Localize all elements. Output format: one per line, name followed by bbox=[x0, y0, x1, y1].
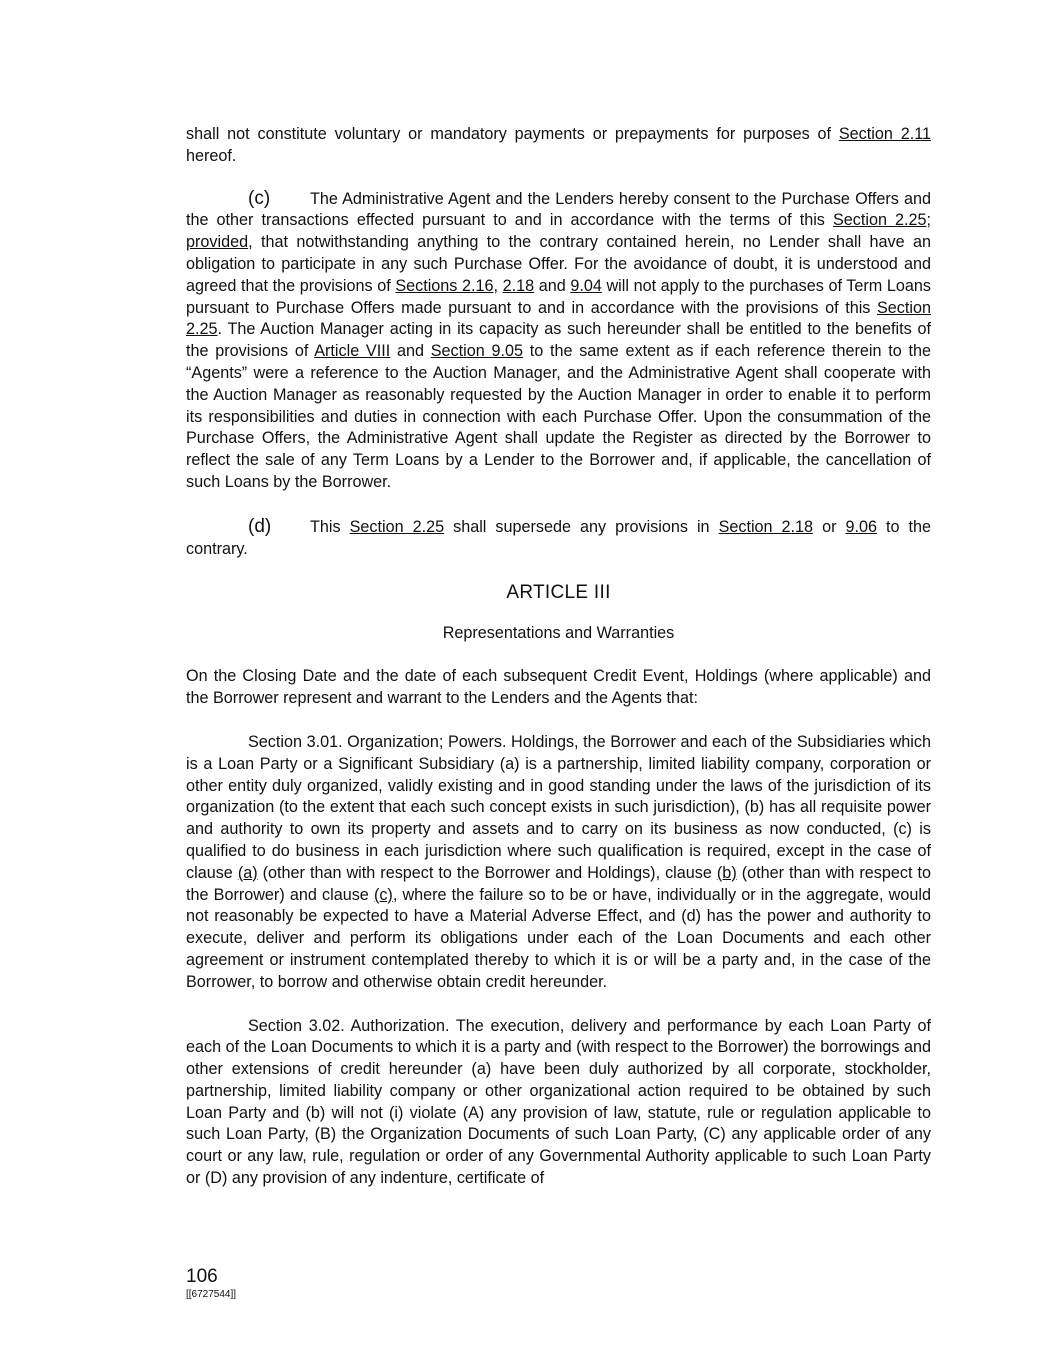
clause-reference: (b) bbox=[716, 863, 737, 882]
cross-reference: Section 2.25 bbox=[349, 517, 445, 536]
text: , where the failure so to be or have, individually or in the aggregate, would not reasonably be expected to have a Material Adverse Effect, and (d) has the power and authority to execute, deliver and perform its obligations under each of the Loan Documents and each other agreement or instrument contemplated thereby to which it is or will be a party and, in the case of the Borrower, to borrow and otherwise obtain credit hereunder. bbox=[186, 885, 931, 991]
paragraph-b-continuation bbox=[186, 124, 931, 168]
proviso-term: provided bbox=[186, 233, 249, 252]
clause-label: (d) bbox=[248, 515, 272, 537]
spacer bbox=[186, 644, 931, 666]
text: and bbox=[534, 276, 571, 295]
cross-reference: 9.06 bbox=[845, 517, 877, 536]
page-footer bbox=[186, 1266, 236, 1302]
cross-reference: Section 9.05 bbox=[430, 342, 523, 361]
cross-reference: Section 2.25 bbox=[186, 298, 931, 339]
text: hereof. bbox=[186, 146, 237, 165]
page-body bbox=[186, 124, 931, 1190]
cross-reference: Article VIII bbox=[314, 342, 391, 361]
page-number: 106 bbox=[186, 1266, 218, 1287]
text: ; bbox=[926, 211, 932, 230]
text: and bbox=[390, 342, 431, 361]
text: (other than with respect to the Borrower and Holdings), clause bbox=[257, 863, 717, 882]
text: or bbox=[813, 517, 846, 536]
text: , that notwithstanding anything to the contrary contained herein, no Lender shall have an obligation to participate in any such Purchase Offer. For the avoidance of doubt, it is understood and agreed that the provisions of bbox=[186, 233, 931, 295]
article-title: ARTICLE III bbox=[506, 582, 611, 604]
cross-reference: Section 2.25 bbox=[832, 211, 927, 230]
section-heading: Section 3.01. Organization; Powers. bbox=[248, 732, 507, 751]
text: (other than with respect to the Borrower) and clause bbox=[186, 863, 932, 904]
cross-reference: Section 2.11 bbox=[838, 125, 931, 143]
clause-reference: (a) bbox=[237, 863, 258, 882]
article-intro: On the Closing Date and the date of each subsequent Credit Event, Holdings (where applicable) and the Borrower represent and warrant to the Lenders and the Agents that: bbox=[186, 667, 931, 708]
cross-reference: 2.18 bbox=[502, 276, 535, 295]
paragraph-d bbox=[186, 516, 931, 561]
text: The execution, delivery and performance by each Loan Party of each of the Loan Documents to which it is a party and (with respect to the Borrower) the borrowings and other extensions of credit hereunder (a) have been duly authorized by all corporate, stockholder, partnership, limited liability company or other organizational action required to be obtained by such Loan Party and (b) will not (i) violate (A) any provision of law, statute, rule or regulation applicable to such Loan Party, (B) the Organization Documents of such Loan Party, (C) any applicable order of any court or any law, rule, regulation or order of any Governmental Authority applicable to such Loan Party or (D) any provision of any indenture, certificate of bbox=[186, 1016, 931, 1188]
text: to the contrary. bbox=[186, 517, 931, 558]
article-subtitle: Representations and Warranties bbox=[442, 624, 675, 643]
paragraph-c bbox=[186, 188, 931, 494]
text: to the same extent as if each reference therein to the “Agents” were a reference to the Auction Manager, and the Administrative Agent shall cooperate with the Auction Manager as reasonably requested by the Auction Manager in order to enable it to perform its responsibilities and duties in connection with each Purchase Offer. Upon the consummation of the Purchase Offers, the Administrative Agent shall update the Register as directed by the Borrower to reflect the sale of any Term Loans by a Lender to the Borrower and, if applicable, the cancellation of such Loans by the Borrower. bbox=[186, 342, 931, 491]
section-3-01 bbox=[186, 732, 931, 994]
text: will not apply to the purchases of Term Loans pursuant to Purchase Offers made pursuant to and in accordance with the provisions of this bbox=[186, 276, 931, 317]
text: , bbox=[493, 276, 503, 295]
text: Holdings, the Borrower and each of the Subsidiaries which is a Loan Party or a Significant Subsidiary (a) is a partnership, limited liability company, corporation or other entity duly organized, validly existing and in good standing under the laws of the jurisdiction of its organization (to the extent that each such concept exists in such jurisdiction), (b) has all requisite power and authority to own its property and assets and to carry on its business as now conducted, (c) is qualified to do business in each jurisdiction where such qualification is required, except in the case of clause bbox=[186, 732, 931, 882]
text: The Administrative Agent and the Lenders hereby consent to the Purchase Offers and the other transactions effected pursuant to and in accordance with the terms of this bbox=[186, 189, 931, 230]
text: This bbox=[310, 517, 350, 536]
text: . The Auction Manager acting in its capacity as such hereunder shall be entitled to the benefits of the provisions of bbox=[186, 320, 931, 361]
spacer bbox=[186, 710, 931, 732]
text: shall not constitute voluntary or mandatory payments or prepayments for purposes of bbox=[186, 125, 839, 143]
spacer bbox=[186, 494, 931, 516]
cross-reference: Sections 2.16 bbox=[395, 276, 494, 295]
clause-label: (c) bbox=[248, 187, 271, 209]
section-heading: Section 3.02. Authorization. bbox=[248, 1016, 450, 1035]
text: shall supersede any provisions in bbox=[444, 517, 719, 536]
document-id: [[6727544]] bbox=[186, 1289, 237, 1300]
section-3-02 bbox=[186, 1016, 931, 1190]
spacer bbox=[186, 994, 931, 1016]
cross-reference: Section 2.18 bbox=[718, 517, 814, 536]
clause-reference: (c) bbox=[373, 885, 393, 904]
cross-reference: 9.04 bbox=[570, 276, 602, 295]
